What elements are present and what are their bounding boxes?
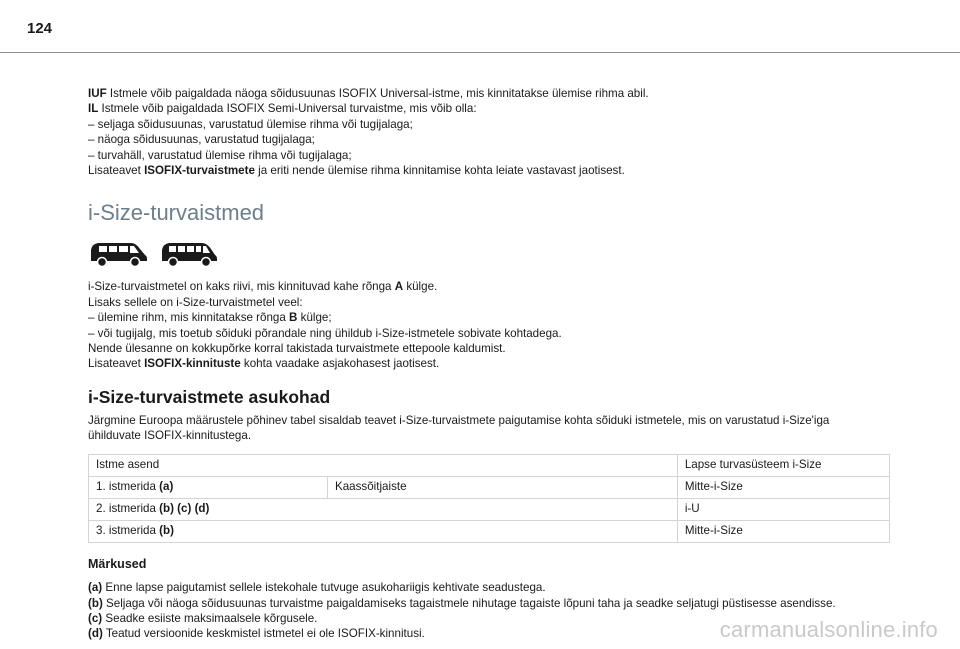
section-heading-locations: i-Size-turvaistmete asukohad: [88, 386, 331, 407]
more-prefix: Lisateavet: [88, 164, 145, 178]
note-text: Enne lapse paigutamist sellele istekohale tutvuge asukohariigis kehtivate seadustega.: [102, 581, 546, 595]
item-prefix: – ülemine rihm, mis kinnitatakse rõnga: [88, 311, 290, 325]
table-cell-value: Mitte-i-Size: [677, 520, 889, 542]
table-intro-line: ühilduvate ISOFIX-kinnitustega.: [88, 429, 252, 443]
iuf-term: IUF: [88, 87, 107, 100]
list-item: [88, 310, 898, 325]
seat-note: (a): [159, 480, 174, 494]
il-term: IL: [88, 102, 99, 116]
rings-paragraph: [88, 279, 898, 294]
page-content: [88, 86, 898, 642]
table-row: [89, 498, 890, 520]
note-a: [88, 580, 898, 595]
table-header-row: [89, 454, 890, 476]
seat-text: 2. istmerida: [96, 502, 160, 516]
page-number: 124: [27, 20, 53, 37]
item-suffix: külge;: [297, 311, 332, 325]
table-row: [89, 520, 890, 542]
table-row: [89, 476, 890, 498]
table-cell-value: Mitte-i-Size: [677, 476, 889, 498]
isize-table: [88, 454, 890, 543]
note-text: Seadke esiiste maksimaalsele kõrgusele.: [102, 611, 318, 625]
ring-b-label: B: [289, 311, 298, 325]
note-text: Seljaga või näoga sõidusuunas turvaistme paigaldamiseks tagaistmele nihutage tagaiste lõpuni taha ja seadke seljatugi püstisesse asendisse.: [102, 596, 836, 610]
van-short-icon: [88, 239, 148, 269]
iuf-text: Istmele võib paigaldada näoga sõidusuunas ISOFIX Universal-istme, mis kinnitatakse ülemise rihma abil.: [106, 87, 649, 100]
il-paragraph: [88, 101, 898, 116]
more-prefix: Lisateavet: [88, 357, 145, 371]
list-item: – seljaga sõidusuunas, varustatud ülemise rihma või tugijalaga;: [88, 117, 413, 131]
rings-suffix: külge.: [403, 280, 438, 294]
watermark: carmanualsonline.info: [719, 617, 938, 642]
table-intro-line: Järgmine Euroopa määrustele põhinev tabel sisaldab teavet i-Size-turvaistmete paigutamise kohta sõiduki istmetele, mis on varustatud i-Size'iga: [88, 413, 830, 427]
purpose-paragraph: Nende ülesanne on kokkupõrke korral takistada turvaistmete ettepoole kaldumist.: [88, 342, 506, 356]
seat-text: 3. istmerida: [96, 524, 160, 538]
iuf-paragraph: [88, 86, 898, 101]
notes-heading: Märkused: [88, 556, 147, 571]
seat-note: (b): [159, 524, 174, 538]
additional-paragraph: Lisaks sellele on i-Size-turvaistmetel veel:: [88, 295, 303, 309]
note-label: (d): [88, 627, 103, 641]
van-long-icon: [160, 239, 218, 269]
note-label: (c): [88, 611, 103, 625]
more-bold: ISOFIX-turvaistmete: [144, 164, 255, 178]
table-header-system: Lapse turvasüsteem i-Size: [677, 454, 889, 476]
table-cell-seat: [89, 476, 328, 498]
seat-note: (b) (c) (d): [159, 502, 210, 516]
more-info-paragraph: [88, 356, 898, 371]
more-bold: ISOFIX-kinnituste: [144, 357, 241, 371]
il-text: Istmele võib paigaldada ISOFIX Semi-Universal turvaistme, mis võib olla:: [98, 102, 477, 116]
table-cell-seat-type: Kaassõitjaiste: [328, 476, 678, 498]
header-divider: [0, 52, 960, 53]
note-label: (b): [88, 596, 103, 610]
more-suffix: kohta vaadake asjakohasest jaotisest.: [240, 357, 440, 371]
rings-prefix: i-Size-turvaistmetel on kaks riivi, mis kinnituvad kahe rõnga: [88, 280, 395, 294]
table-cell-seat: [89, 498, 678, 520]
ring-a-label: A: [394, 280, 404, 294]
section-heading-isize: i-Size-turvaistmed: [88, 200, 265, 226]
note-text: Teatud versioonide keskmistel istmetel ei ole ISOFIX-kinnitusi.: [102, 627, 425, 641]
list-item: – turvahäll, varustatud ülemise rihma või tugijalaga;: [88, 148, 352, 162]
table-cell-seat: [89, 520, 678, 542]
more-info-paragraph: [88, 163, 898, 178]
note-b: [88, 596, 898, 611]
list-item: – näoga sõidusuunas, varustatud tugijalaga;: [88, 133, 315, 147]
table-cell-value: i-U: [677, 498, 889, 520]
table-header-seat: Istme asend: [89, 454, 678, 476]
list-item: – või tugijalg, mis toetub sõiduki põrandale ning ühildub i-Size-istmetele sobivate kohtadega.: [88, 326, 562, 340]
more-suffix: ja eriti nende ülemise rihma kinnitamise kohta leiate vastavast jaotisest.: [254, 164, 625, 178]
note-label: (a): [88, 581, 103, 595]
vehicle-icons: [88, 239, 898, 269]
seat-text: 1. istmerida: [96, 480, 160, 494]
